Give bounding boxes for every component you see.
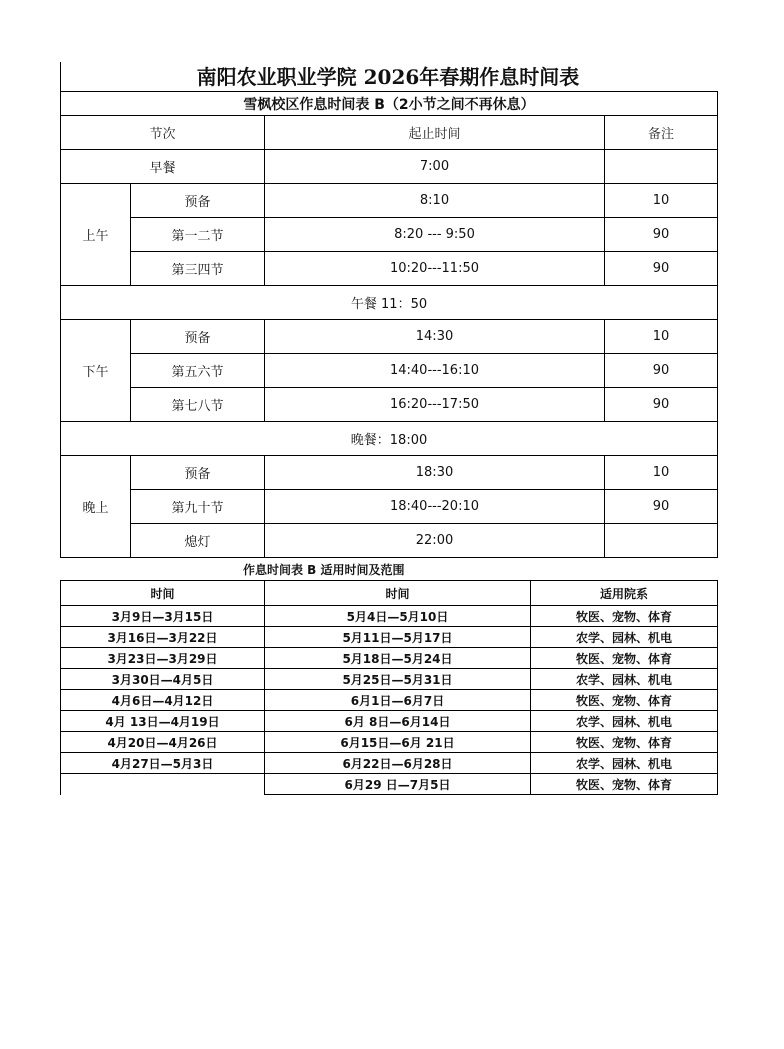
schedule-cell: 农学、园林、机电 xyxy=(531,669,718,690)
schedule-cell: 4月6日—4月12日 xyxy=(61,690,265,711)
header-note: 备注 xyxy=(605,116,718,150)
breakfast-label: 早餐 xyxy=(61,150,265,184)
period-time: 8:10 xyxy=(265,184,605,218)
schedule-caption-row xyxy=(60,561,716,580)
daily-timetable xyxy=(60,91,718,558)
period-time: 14:40---16:10 xyxy=(265,354,605,388)
period-name: 预备 xyxy=(131,184,265,218)
schedule-cell: 6月29 日—7月5日 xyxy=(265,774,531,795)
period-note xyxy=(605,524,718,558)
schedule-caption: 作息时间表 B 适用时间及范围 xyxy=(243,563,405,577)
period-name: 第一二节 xyxy=(131,218,265,252)
period-name: 第九十节 xyxy=(131,490,265,524)
breakfast-time: 7:00 xyxy=(265,150,605,184)
schedule-cell: 农学、园林、机电 xyxy=(531,711,718,732)
schedule-cell: 6月1日—6月7日 xyxy=(265,690,531,711)
table-row xyxy=(61,690,718,711)
table-row xyxy=(61,774,718,795)
schedule-cell: 牧医、宠物、体育 xyxy=(531,774,718,795)
period-name: 第五六节 xyxy=(131,354,265,388)
schedule-cell: 6月 8日—6月14日 xyxy=(265,711,531,732)
period-note: 90 xyxy=(605,490,718,524)
period-time: 22:00 xyxy=(265,524,605,558)
table-row xyxy=(61,648,718,669)
schedule-cell: 5月11日—5月17日 xyxy=(265,627,531,648)
schedule-cell: 农学、园林、机电 xyxy=(531,753,718,774)
dinner-row: 晚餐：18:00 xyxy=(61,422,718,456)
period-note: 10 xyxy=(605,456,718,490)
period-note: 90 xyxy=(605,252,718,286)
morning-label: 上午 xyxy=(61,184,131,286)
period-name: 第三四节 xyxy=(131,252,265,286)
schedule-cell: 牧医、宠物、体育 xyxy=(531,606,718,627)
period-time: 18:40---20:10 xyxy=(265,490,605,524)
page-title: 南阳农业职业学院 2026年春期作息时间表 xyxy=(196,65,580,89)
schedule-cell: 3月30日—4月5日 xyxy=(61,669,265,690)
lunch-row: 午餐 11：50 xyxy=(61,286,718,320)
period-time: 16:20---17:50 xyxy=(265,388,605,422)
breakfast-note xyxy=(605,150,718,184)
period-time: 18:30 xyxy=(265,456,605,490)
table-row xyxy=(61,711,718,732)
schedule-cell: 5月25日—5月31日 xyxy=(265,669,531,690)
header-period: 节次 xyxy=(61,116,265,150)
schedule-cell: 3月16日—3月22日 xyxy=(61,627,265,648)
schedule-cell xyxy=(61,774,265,795)
schedule-cell: 4月27日—5月3日 xyxy=(61,753,265,774)
period-note: 10 xyxy=(605,184,718,218)
period-name: 熄灯 xyxy=(131,524,265,558)
timetable-subtitle: 雪枫校区作息时间表 B（2小节之间不再休息） xyxy=(61,92,718,116)
schedule-cell: 6月15日—6月 21日 xyxy=(265,732,531,753)
schedule-cell: 3月9日—3月15日 xyxy=(61,606,265,627)
schedule-cell: 牧医、宠物、体育 xyxy=(531,732,718,753)
schedule-cell: 牧医、宠物、体育 xyxy=(531,690,718,711)
schedule-cell: 农学、园林、机电 xyxy=(531,627,718,648)
schedule-header-time-1: 时间 xyxy=(61,581,265,606)
table-row xyxy=(61,732,718,753)
period-time: 14:30 xyxy=(265,320,605,354)
period-note: 90 xyxy=(605,388,718,422)
period-note: 10 xyxy=(605,320,718,354)
period-name: 预备 xyxy=(131,320,265,354)
schedule-cell: 5月4日—5月10日 xyxy=(265,606,531,627)
period-name: 第七八节 xyxy=(131,388,265,422)
schedule-cell: 5月18日—5月24日 xyxy=(265,648,531,669)
header-time: 起止时间 xyxy=(265,116,605,150)
schedule-cell: 3月23日—3月29日 xyxy=(61,648,265,669)
schedule-header-time-2: 时间 xyxy=(265,581,531,606)
schedule-cell: 4月20日—4月26日 xyxy=(61,732,265,753)
table-row xyxy=(61,669,718,690)
period-note: 90 xyxy=(605,218,718,252)
schedule-cell: 4月 13日—4月19日 xyxy=(61,711,265,732)
schedule-header-dept: 适用院系 xyxy=(531,581,718,606)
table-row xyxy=(61,627,718,648)
period-note: 90 xyxy=(605,354,718,388)
afternoon-label: 下午 xyxy=(61,320,131,422)
schedule-cell: 6月22日—6月28日 xyxy=(265,753,531,774)
table-row xyxy=(61,606,718,627)
period-time: 8:20 --- 9:50 xyxy=(265,218,605,252)
schedule-table xyxy=(60,580,718,795)
schedule-cell: 牧医、宠物、体育 xyxy=(531,648,718,669)
period-time: 10:20---11:50 xyxy=(265,252,605,286)
table-row xyxy=(61,753,718,774)
evening-label: 晚上 xyxy=(61,456,131,558)
period-name: 预备 xyxy=(131,456,265,490)
